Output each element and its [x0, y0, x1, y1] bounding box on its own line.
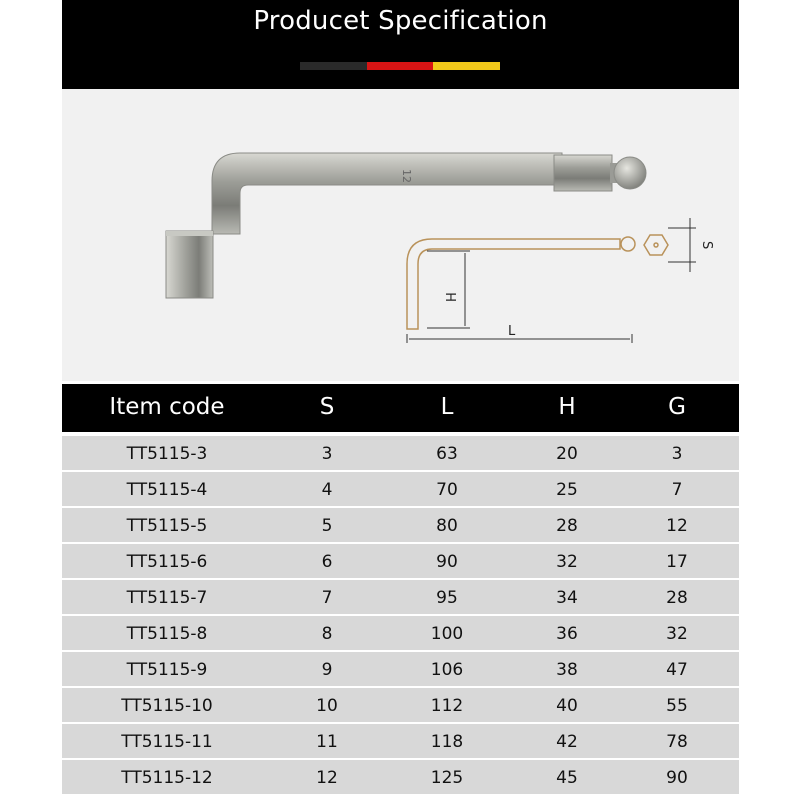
cell-h: 25	[556, 480, 578, 500]
cell-g: 3	[671, 444, 683, 464]
cell-l: 95	[436, 588, 458, 608]
cell-item-code: TT5115-9	[126, 660, 208, 680]
cell-h: 28	[556, 516, 578, 536]
cell-h: 32	[556, 552, 578, 572]
cell-item-code: TT5115-10	[121, 696, 213, 716]
cell-l: 100	[430, 624, 464, 644]
cell-item-code: TT5115-4	[126, 480, 208, 500]
cell-g: 28	[666, 588, 688, 608]
dimension-lines	[407, 218, 696, 343]
cell-g: 47	[666, 660, 688, 680]
cell-item-code: TT5115-3	[126, 444, 208, 464]
table-row	[62, 652, 739, 686]
column-header-item-code: Item code	[109, 394, 225, 420]
table-row	[62, 544, 739, 578]
product-illustration	[62, 89, 739, 381]
column-header-s: S	[319, 394, 335, 420]
table-row	[62, 436, 739, 470]
cell-l: 118	[430, 732, 464, 752]
cell-s: 3	[321, 444, 333, 464]
dimension-label-h: H	[445, 292, 460, 302]
cell-item-code: TT5115-5	[126, 516, 208, 536]
table-row	[62, 724, 739, 758]
cell-l: 63	[436, 444, 458, 464]
cell-item-code: TT5115-8	[126, 624, 208, 644]
cell-h: 42	[556, 732, 578, 752]
flag-stripe-red	[367, 62, 434, 70]
cell-l: 112	[430, 696, 464, 716]
cell-h: 38	[556, 660, 578, 680]
cell-s: 5	[321, 516, 333, 536]
cell-s: 6	[321, 552, 333, 572]
cell-g: 17	[666, 552, 688, 572]
cell-l: 106	[430, 660, 464, 680]
flag-stripe	[300, 62, 500, 70]
cell-g: 90	[666, 768, 688, 788]
cell-l: 70	[436, 480, 458, 500]
cell-s: 12	[316, 768, 338, 788]
cell-l: 90	[436, 552, 458, 572]
table-row	[62, 760, 739, 794]
product-image-panel	[62, 89, 739, 381]
cell-g: 55	[666, 696, 688, 716]
table-row	[62, 616, 739, 650]
table-row	[62, 508, 739, 542]
cell-l: 80	[436, 516, 458, 536]
cell-g: 78	[666, 732, 688, 752]
flag-stripe-yellow	[433, 62, 500, 70]
cell-g: 7	[671, 480, 683, 500]
cell-item-code: TT5115-12	[121, 768, 213, 788]
cell-g: 12	[666, 516, 688, 536]
spec-table-body	[62, 432, 739, 800]
table-row	[62, 472, 739, 506]
column-header-l: L	[440, 394, 454, 420]
cell-item-code: TT5115-6	[126, 552, 208, 572]
header-banner	[62, 0, 739, 89]
dimension-drawing	[407, 235, 668, 329]
dimension-label-s: S	[699, 241, 714, 250]
cell-s: 11	[316, 732, 338, 752]
cell-h: 36	[556, 624, 578, 644]
column-header-h: H	[558, 394, 576, 420]
cell-h: 34	[556, 588, 578, 608]
cell-h: 45	[556, 768, 578, 788]
cell-item-code: TT5115-11	[121, 732, 213, 752]
cell-s: 7	[321, 588, 333, 608]
spec-table-header	[62, 384, 739, 432]
column-header-g: G	[668, 394, 686, 420]
wrench-size-stamp: 12	[400, 169, 413, 183]
cell-s: 8	[321, 624, 333, 644]
cell-item-code: TT5115-7	[126, 588, 208, 608]
table-row	[62, 580, 739, 614]
table-row	[62, 688, 739, 722]
cell-h: 40	[556, 696, 578, 716]
cell-h: 20	[556, 444, 578, 464]
cell-g: 32	[666, 624, 688, 644]
cell-s: 4	[321, 480, 333, 500]
cell-s: 10	[316, 696, 338, 716]
cell-s: 9	[321, 660, 333, 680]
flag-stripe-black	[300, 62, 367, 70]
dimension-label-l: L	[508, 324, 516, 339]
hex-key-wrench	[166, 153, 646, 298]
page-title: Producet Specification	[253, 6, 548, 36]
cell-l: 125	[430, 768, 464, 788]
